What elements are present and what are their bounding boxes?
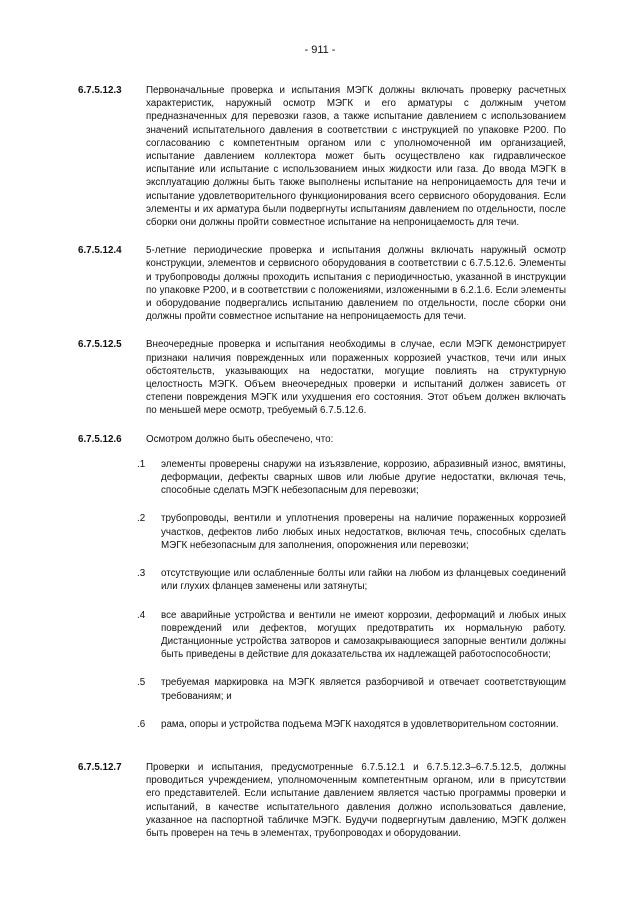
- section-number: 6.7.5.12.3: [78, 85, 122, 96]
- list-item: [137, 567, 566, 593]
- section-body: [137, 433, 566, 746]
- list-item-text: элементы проверены снаружи на изъязвление, коррозию, абразивный износ, вмятины, деформации, дефекты сварных швов или любые другие недостатки, включая течь, способные сделать МЭГК небезопасным для перевозки;: [161, 458, 566, 497]
- list-item: [137, 676, 566, 702]
- section-text: 5-летние периодические проверка и испытания должны включать наружный осмотр конструкции, элементов и сервисного оборудования в соответствии с 6.7.5.12.6. Элементы и трубопроводы должны проходить испытания с периодичностью, указанной в инструкции по упаковке Р200, и в соответствии с положениями, изложенными в 6.2.1.6. Если элементы и оборудование подвергались испытанию давлением по отдельности, после сборки они должны пройти совместное испытание на непроницаемость для течи.: [146, 245, 566, 323]
- section-text: Осмотром должно быть обеспечено, что:: [146, 433, 334, 445]
- section-number: 6.7.5.12.5: [78, 339, 122, 351]
- section-number: 6.7.5.12.6: [78, 433, 122, 445]
- inspection-list: [137, 458, 566, 731]
- section-6-7-5-12-7: [78, 761, 566, 840]
- list-item: [137, 458, 566, 498]
- page-number: - 911 -: [304, 44, 336, 56]
- list-item-number: .3: [137, 568, 146, 580]
- list-item: [137, 609, 566, 662]
- list-item-number: .5: [137, 677, 146, 689]
- section-6-7-5-12-4: [78, 244, 566, 323]
- document-body: [78, 84, 566, 855]
- list-item-number: .1: [137, 458, 146, 470]
- list-item-text: отсутствующие или ослабленные болты или гайки на любом из фланцевых соединений или глухих фланцев заменены или затянуты;: [161, 568, 566, 593]
- list-item-number: .2: [137, 513, 146, 525]
- list-item-number: .6: [137, 718, 146, 730]
- list-item: [137, 718, 566, 731]
- list-item-text: трубопроводы, вентили и уплотнения проверены на наличие пораженных коррозией участков, дефектов либо любых иных недостатков, включая течь, способных сделать МЭГК небезопасным для заполнения, опорожнения или перевозки;: [161, 513, 566, 551]
- list-item-text: требуемая маркировка на МЭГК является разборчивой и отвечает соответствующим требованиям; и: [161, 677, 566, 702]
- section-6-7-5-12-5: [78, 338, 566, 417]
- list-item-text: все аварийные устройства и вентили не имеют коррозии, деформаций и любых иных повреждений или дефектов, могущих предотвратить их нормальную работу. Дистанционные устройства затворов и самозакрывающиеся запорные вентили должны быть приведены в действие для доказательства их надлежащей работоспособности;: [161, 609, 566, 661]
- section-6-7-5-12-6: [78, 433, 566, 746]
- list-item: [137, 512, 566, 552]
- section-text: Проверки и испытания, предусмотренные 6.7.5.12.1 и 6.7.5.12.3–6.7.5.12.5, должны проводиться учреждением, уполномоченным компетентным органом, или в присутствии его представителей. Если испытание давлением является частью программы проверки и испытаний, в качестве испытательного давления должно использоваться давление, указанное на паспортной табличке МЭГК. Будучи подвергнутым давлению, МЭГК должен быть проверен на течь в элементах, трубопроводах и оборудовании.: [146, 761, 566, 839]
- section-text: Первоначальные проверка и испытания МЭГК должны включать проверку расчетных характеристик, наружный осмотр МЭГК и его арматуры с должным учетом предназначенных для перевозки газов, а также испытание давлением с использованием значений испытательного давления в соответствии с инструкцией по упаковке Р200. По согласованию с компетентным органом или с уполномоченной им организацией, испытание давлением коллектора может быть осуществлено как гидравлическое испытание или испытание с использованием иных жидкости или газа. До ввода МЭГК в эксплуатацию должны быть также выполнены испытание на непроницаемость для течи и испытание удовлетворительного функционирования всего сервисного оборудования. Если элементы и их арматура были подвергнуты испытаниям давлением по отдельности, после сборки они должны пройти совместное испытание на непроницаемость для течи.: [146, 85, 566, 229]
- section-text: Внеочередные проверка и испытания необходимы в случае, если МЭГК демонстрирует признаки наличия поврежденных или пораженных коррозией участков, течи или иных обстоятельств, указывающих на недостатки, могущие повлиять на структурную целостность МЭГК. Объем внеочередных проверки и испытаний должен зависеть от степени повреждения МЭГК или ухудшения его состояния. Этот объем должен включать по меньшей мере осмотр, требуемый 6.7.5.12.6.: [146, 339, 566, 417]
- section-number: 6.7.5.12.4: [78, 245, 122, 257]
- section-number: 6.7.5.12.7: [78, 761, 122, 773]
- section-6-7-5-12-3: [78, 84, 566, 229]
- list-item-text: рама, опоры и устройства подъема МЭГК находятся в удовлетворительном состоянии.: [161, 718, 559, 730]
- list-item-number: .4: [137, 609, 146, 621]
